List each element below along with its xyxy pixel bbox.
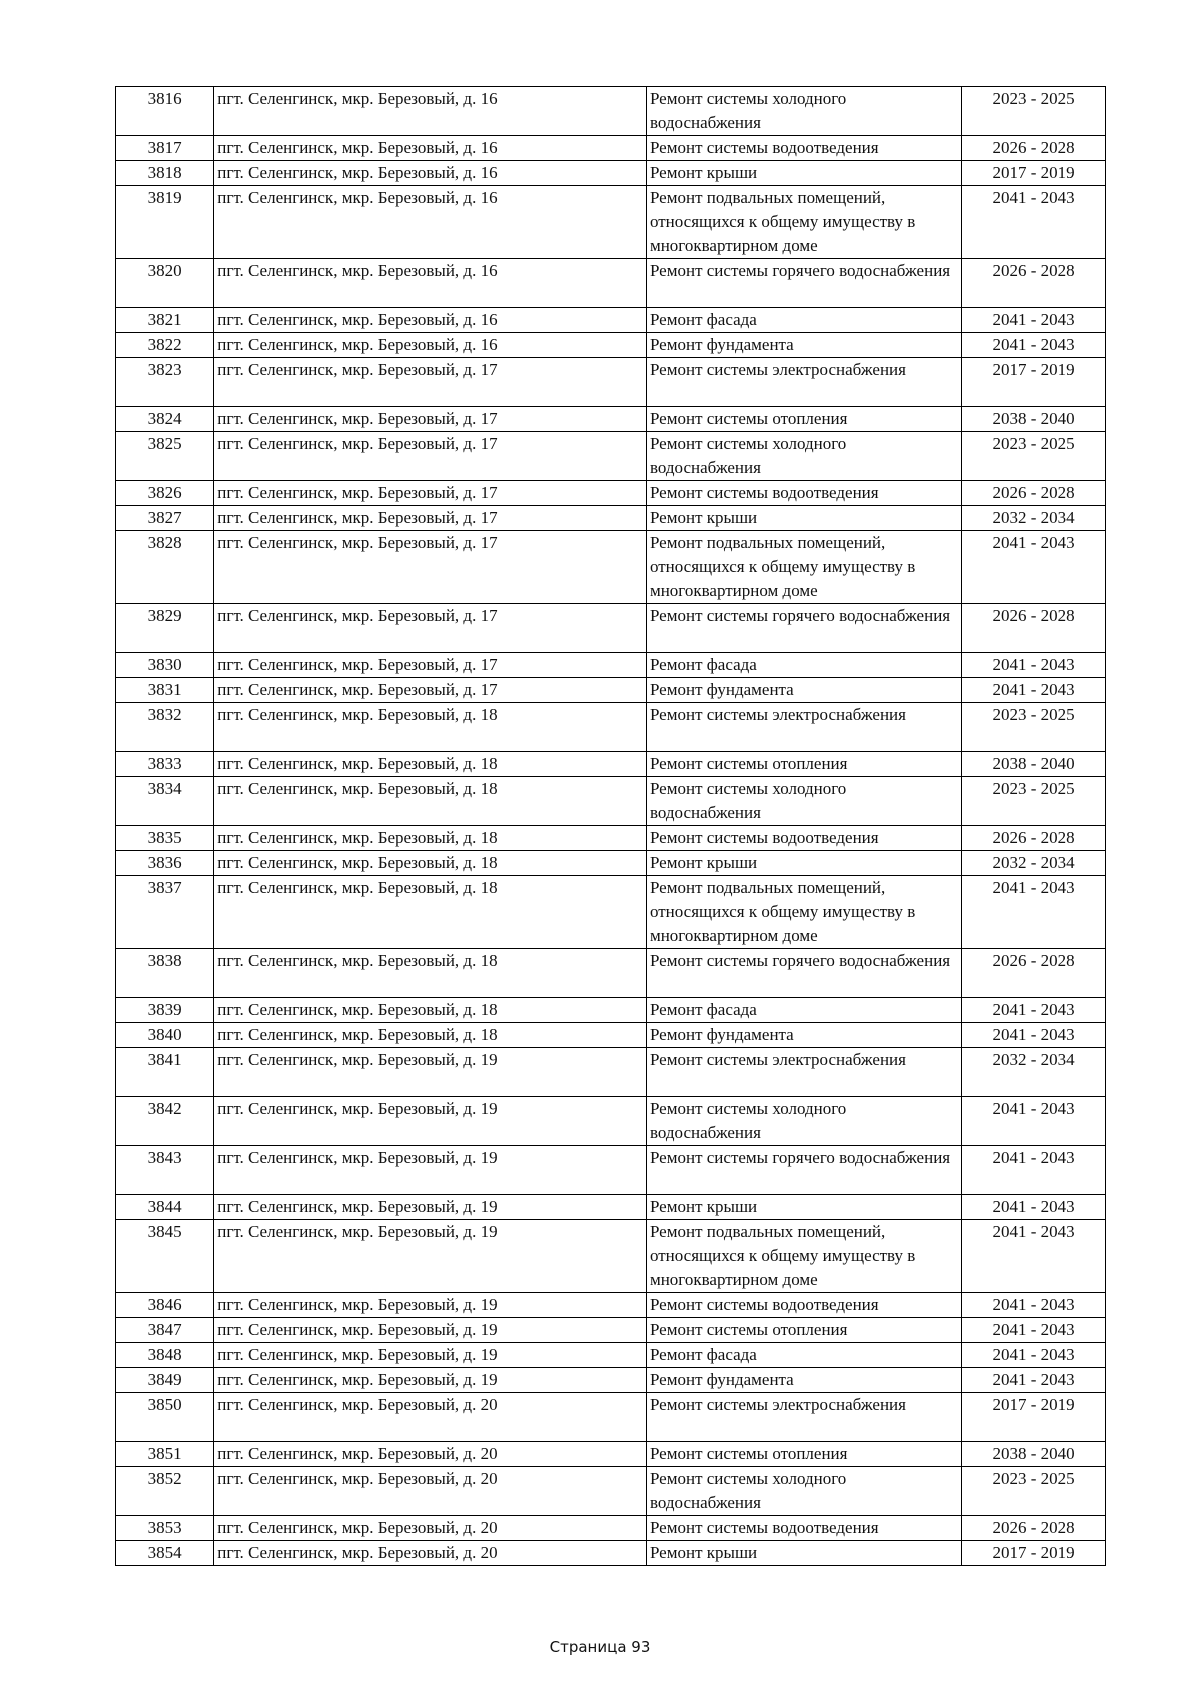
work-type-cell: Ремонт фундамента <box>646 1023 961 1048</box>
period-cell: 2041 - 2043 <box>962 876 1106 949</box>
work-type-cell: Ремонт системы водоотведения <box>646 1516 961 1541</box>
work-type-cell: Ремонт системы водоотведения <box>646 1293 961 1318</box>
table-row <box>116 1467 1106 1516</box>
row-number-cell: 3824 <box>116 407 214 432</box>
work-type-cell: Ремонт системы горячего водоснабжения <box>646 1146 961 1195</box>
work-type-cell: Ремонт крыши <box>646 506 961 531</box>
row-number-cell: 3838 <box>116 949 214 998</box>
table-row <box>116 851 1106 876</box>
address-cell: пгт. Селенгинск, мкр. Березовый, д. 19 <box>214 1048 647 1097</box>
row-number-cell: 3850 <box>116 1393 214 1442</box>
work-type-cell: Ремонт крыши <box>646 161 961 186</box>
work-type-cell: Ремонт системы горячего водоснабжения <box>646 259 961 308</box>
work-type-cell: Ремонт системы водоотведения <box>646 481 961 506</box>
address-cell: пгт. Селенгинск, мкр. Березовый, д. 20 <box>214 1467 647 1516</box>
row-number-cell: 3841 <box>116 1048 214 1097</box>
period-cell: 2017 - 2019 <box>962 358 1106 407</box>
period-cell: 2041 - 2043 <box>962 1023 1106 1048</box>
row-number-cell: 3825 <box>116 432 214 481</box>
table-row <box>116 1318 1106 1343</box>
address-cell: пгт. Селенгинск, мкр. Березовый, д. 19 <box>214 1293 647 1318</box>
period-cell: 2041 - 2043 <box>962 1220 1106 1293</box>
row-number-cell: 3836 <box>116 851 214 876</box>
table-row <box>116 1048 1106 1097</box>
table-row <box>116 949 1106 998</box>
work-type-cell: Ремонт системы горячего водоснабжения <box>646 604 961 653</box>
row-number-cell: 3851 <box>116 1442 214 1467</box>
period-cell: 2041 - 2043 <box>962 186 1106 259</box>
table-row <box>116 186 1106 259</box>
table-row <box>116 1442 1106 1467</box>
address-cell: пгт. Селенгинск, мкр. Березовый, д. 17 <box>214 432 647 481</box>
table-row <box>116 604 1106 653</box>
row-number-cell: 3848 <box>116 1343 214 1368</box>
work-type-cell: Ремонт фундамента <box>646 333 961 358</box>
table-row <box>116 1097 1106 1146</box>
address-cell: пгт. Селенгинск, мкр. Березовый, д. 17 <box>214 678 647 703</box>
table-row <box>116 1195 1106 1220</box>
table-row <box>116 653 1106 678</box>
row-number-cell: 3823 <box>116 358 214 407</box>
table-row <box>116 161 1106 186</box>
work-type-cell: Ремонт системы отопления <box>646 1318 961 1343</box>
address-cell: пгт. Селенгинск, мкр. Березовый, д. 19 <box>214 1343 647 1368</box>
table-row <box>116 531 1106 604</box>
table-row <box>116 1368 1106 1393</box>
address-cell: пгт. Селенгинск, мкр. Березовый, д. 17 <box>214 653 647 678</box>
address-cell: пгт. Селенгинск, мкр. Березовый, д. 18 <box>214 1023 647 1048</box>
work-type-cell: Ремонт крыши <box>646 1195 961 1220</box>
row-number-cell: 3828 <box>116 531 214 604</box>
work-type-cell: Ремонт системы отопления <box>646 407 961 432</box>
row-number-cell: 3819 <box>116 186 214 259</box>
work-type-cell: Ремонт подвальных помещений, относящихся к общему имуществу в многоквартирном доме <box>646 186 961 259</box>
period-cell: 2026 - 2028 <box>962 604 1106 653</box>
table-row <box>116 1516 1106 1541</box>
row-number-cell: 3830 <box>116 653 214 678</box>
table-row <box>116 1541 1106 1566</box>
row-number-cell: 3833 <box>116 752 214 777</box>
work-type-cell: Ремонт фасада <box>646 653 961 678</box>
table-row <box>116 1293 1106 1318</box>
address-cell: пгт. Селенгинск, мкр. Березовый, д. 17 <box>214 506 647 531</box>
work-type-cell: Ремонт системы холодного водоснабжения <box>646 87 961 136</box>
period-cell: 2017 - 2019 <box>962 1541 1106 1566</box>
work-type-cell: Ремонт системы холодного водоснабжения <box>646 777 961 826</box>
address-cell: пгт. Селенгинск, мкр. Березовый, д. 19 <box>214 1318 647 1343</box>
table-row <box>116 259 1106 308</box>
period-cell: 2023 - 2025 <box>962 777 1106 826</box>
address-cell: пгт. Селенгинск, мкр. Березовый, д. 18 <box>214 876 647 949</box>
period-cell: 2041 - 2043 <box>962 653 1106 678</box>
period-cell: 2032 - 2034 <box>962 506 1106 531</box>
address-cell: пгт. Селенгинск, мкр. Березовый, д. 19 <box>214 1146 647 1195</box>
row-number-cell: 3846 <box>116 1293 214 1318</box>
address-cell: пгт. Селенгинск, мкр. Березовый, д. 20 <box>214 1442 647 1467</box>
work-type-cell: Ремонт системы горячего водоснабжения <box>646 949 961 998</box>
work-type-cell: Ремонт подвальных помещений, относящихся к общему имуществу в многоквартирном доме <box>646 531 961 604</box>
period-cell: 2041 - 2043 <box>962 678 1106 703</box>
row-number-cell: 3832 <box>116 703 214 752</box>
address-cell: пгт. Селенгинск, мкр. Березовый, д. 17 <box>214 407 647 432</box>
table-row <box>116 678 1106 703</box>
address-cell: пгт. Селенгинск, мкр. Березовый, д. 20 <box>214 1541 647 1566</box>
row-number-cell: 3817 <box>116 136 214 161</box>
table-row <box>116 1023 1106 1048</box>
table-row <box>116 752 1106 777</box>
period-cell: 2023 - 2025 <box>962 703 1106 752</box>
row-number-cell: 3849 <box>116 1368 214 1393</box>
period-cell: 2023 - 2025 <box>962 1467 1106 1516</box>
period-cell: 2032 - 2034 <box>962 1048 1106 1097</box>
table-row <box>116 703 1106 752</box>
period-cell: 2041 - 2043 <box>962 1146 1106 1195</box>
row-number-cell: 3842 <box>116 1097 214 1146</box>
work-type-cell: Ремонт системы электроснабжения <box>646 703 961 752</box>
period-cell: 2041 - 2043 <box>962 308 1106 333</box>
work-type-cell: Ремонт системы электроснабжения <box>646 358 961 407</box>
address-cell: пгт. Селенгинск, мкр. Березовый, д. 20 <box>214 1516 647 1541</box>
address-cell: пгт. Селенгинск, мкр. Березовый, д. 18 <box>214 777 647 826</box>
address-cell: пгт. Селенгинск, мкр. Березовый, д. 19 <box>214 1195 647 1220</box>
row-number-cell: 3843 <box>116 1146 214 1195</box>
address-cell: пгт. Селенгинск, мкр. Березовый, д. 18 <box>214 703 647 752</box>
table-row <box>116 432 1106 481</box>
period-cell: 2041 - 2043 <box>962 1195 1106 1220</box>
period-cell: 2026 - 2028 <box>962 826 1106 851</box>
address-cell: пгт. Селенгинск, мкр. Березовый, д. 17 <box>214 531 647 604</box>
period-cell: 2017 - 2019 <box>962 161 1106 186</box>
period-cell: 2041 - 2043 <box>962 1318 1106 1343</box>
row-number-cell: 3845 <box>116 1220 214 1293</box>
work-type-cell: Ремонт подвальных помещений, относящихся к общему имуществу в многоквартирном доме <box>646 876 961 949</box>
row-number-cell: 3835 <box>116 826 214 851</box>
row-number-cell: 3816 <box>116 87 214 136</box>
address-cell: пгт. Селенгинск, мкр. Березовый, д. 16 <box>214 333 647 358</box>
work-type-cell: Ремонт системы отопления <box>646 752 961 777</box>
table-row <box>116 481 1106 506</box>
row-number-cell: 3831 <box>116 678 214 703</box>
work-type-cell: Ремонт крыши <box>646 851 961 876</box>
table-row <box>116 1146 1106 1195</box>
address-cell: пгт. Селенгинск, мкр. Березовый, д. 17 <box>214 358 647 407</box>
row-number-cell: 3853 <box>116 1516 214 1541</box>
table-row <box>116 876 1106 949</box>
row-number-cell: 3820 <box>116 259 214 308</box>
period-cell: 2038 - 2040 <box>962 1442 1106 1467</box>
table-body <box>116 87 1106 1566</box>
table-row <box>116 1220 1106 1293</box>
work-type-cell: Ремонт фасада <box>646 308 961 333</box>
period-cell: 2041 - 2043 <box>962 531 1106 604</box>
row-number-cell: 3829 <box>116 604 214 653</box>
table-row <box>116 1393 1106 1442</box>
work-type-cell: Ремонт системы холодного водоснабжения <box>646 432 961 481</box>
period-cell: 2041 - 2043 <box>962 1097 1106 1146</box>
period-cell: 2041 - 2043 <box>962 1368 1106 1393</box>
repair-schedule-table <box>115 86 1106 1566</box>
work-type-cell: Ремонт системы электроснабжения <box>646 1048 961 1097</box>
row-number-cell: 3827 <box>116 506 214 531</box>
work-type-cell: Ремонт системы холодного водоснабжения <box>646 1467 961 1516</box>
address-cell: пгт. Селенгинск, мкр. Березовый, д. 16 <box>214 87 647 136</box>
address-cell: пгт. Селенгинск, мкр. Березовый, д. 18 <box>214 998 647 1023</box>
row-number-cell: 3847 <box>116 1318 214 1343</box>
table-row <box>116 87 1106 136</box>
period-cell: 2038 - 2040 <box>962 407 1106 432</box>
work-type-cell: Ремонт системы водоотведения <box>646 826 961 851</box>
table-row <box>116 998 1106 1023</box>
page-number: Страница 93 <box>549 1638 651 1656</box>
row-number-cell: 3852 <box>116 1467 214 1516</box>
period-cell: 2026 - 2028 <box>962 136 1106 161</box>
table-row <box>116 506 1106 531</box>
row-number-cell: 3818 <box>116 161 214 186</box>
address-cell: пгт. Селенгинск, мкр. Березовый, д. 19 <box>214 1097 647 1146</box>
work-type-cell: Ремонт фасада <box>646 998 961 1023</box>
address-cell: пгт. Селенгинск, мкр. Березовый, д. 17 <box>214 481 647 506</box>
period-cell: 2026 - 2028 <box>962 481 1106 506</box>
row-number-cell: 3822 <box>116 333 214 358</box>
period-cell: 2026 - 2028 <box>962 949 1106 998</box>
row-number-cell: 3826 <box>116 481 214 506</box>
row-number-cell: 3839 <box>116 998 214 1023</box>
row-number-cell: 3844 <box>116 1195 214 1220</box>
work-type-cell: Ремонт системы электроснабжения <box>646 1393 961 1442</box>
table-row <box>116 136 1106 161</box>
row-number-cell: 3854 <box>116 1541 214 1566</box>
period-cell: 2026 - 2028 <box>962 1516 1106 1541</box>
row-number-cell: 3837 <box>116 876 214 949</box>
table-row <box>116 1343 1106 1368</box>
address-cell: пгт. Селенгинск, мкр. Березовый, д. 19 <box>214 1368 647 1393</box>
address-cell: пгт. Селенгинск, мкр. Березовый, д. 19 <box>214 1220 647 1293</box>
period-cell: 2041 - 2043 <box>962 1293 1106 1318</box>
period-cell: 2032 - 2034 <box>962 851 1106 876</box>
address-cell: пгт. Селенгинск, мкр. Березовый, д. 16 <box>214 308 647 333</box>
table-row <box>116 358 1106 407</box>
address-cell: пгт. Селенгинск, мкр. Березовый, д. 16 <box>214 136 647 161</box>
table-row <box>116 826 1106 851</box>
address-cell: пгт. Селенгинск, мкр. Березовый, д. 18 <box>214 949 647 998</box>
period-cell: 2023 - 2025 <box>962 87 1106 136</box>
period-cell: 2041 - 2043 <box>962 998 1106 1023</box>
work-type-cell: Ремонт системы отопления <box>646 1442 961 1467</box>
row-number-cell: 3821 <box>116 308 214 333</box>
row-number-cell: 3840 <box>116 1023 214 1048</box>
table-row <box>116 308 1106 333</box>
table-row <box>116 333 1106 358</box>
period-cell: 2017 - 2019 <box>962 1393 1106 1442</box>
period-cell: 2041 - 2043 <box>962 1343 1106 1368</box>
address-cell: пгт. Селенгинск, мкр. Березовый, д. 20 <box>214 1393 647 1442</box>
period-cell: 2023 - 2025 <box>962 432 1106 481</box>
work-type-cell: Ремонт фундамента <box>646 678 961 703</box>
work-type-cell: Ремонт фасада <box>646 1343 961 1368</box>
period-cell: 2038 - 2040 <box>962 752 1106 777</box>
work-type-cell: Ремонт системы водоотведения <box>646 136 961 161</box>
work-type-cell: Ремонт крыши <box>646 1541 961 1566</box>
work-type-cell: Ремонт системы холодного водоснабжения <box>646 1097 961 1146</box>
table-row <box>116 777 1106 826</box>
address-cell: пгт. Селенгинск, мкр. Березовый, д. 16 <box>214 186 647 259</box>
address-cell: пгт. Селенгинск, мкр. Березовый, д. 16 <box>214 161 647 186</box>
period-cell: 2026 - 2028 <box>962 259 1106 308</box>
table-row <box>116 407 1106 432</box>
work-type-cell: Ремонт фундамента <box>646 1368 961 1393</box>
period-cell: 2041 - 2043 <box>962 333 1106 358</box>
work-type-cell: Ремонт подвальных помещений, относящихся к общему имуществу в многоквартирном доме <box>646 1220 961 1293</box>
row-number-cell: 3834 <box>116 777 214 826</box>
address-cell: пгт. Селенгинск, мкр. Березовый, д. 18 <box>214 851 647 876</box>
address-cell: пгт. Селенгинск, мкр. Березовый, д. 17 <box>214 604 647 653</box>
address-cell: пгт. Селенгинск, мкр. Березовый, д. 18 <box>214 826 647 851</box>
address-cell: пгт. Селенгинск, мкр. Березовый, д. 16 <box>214 259 647 308</box>
address-cell: пгт. Селенгинск, мкр. Березовый, д. 18 <box>214 752 647 777</box>
